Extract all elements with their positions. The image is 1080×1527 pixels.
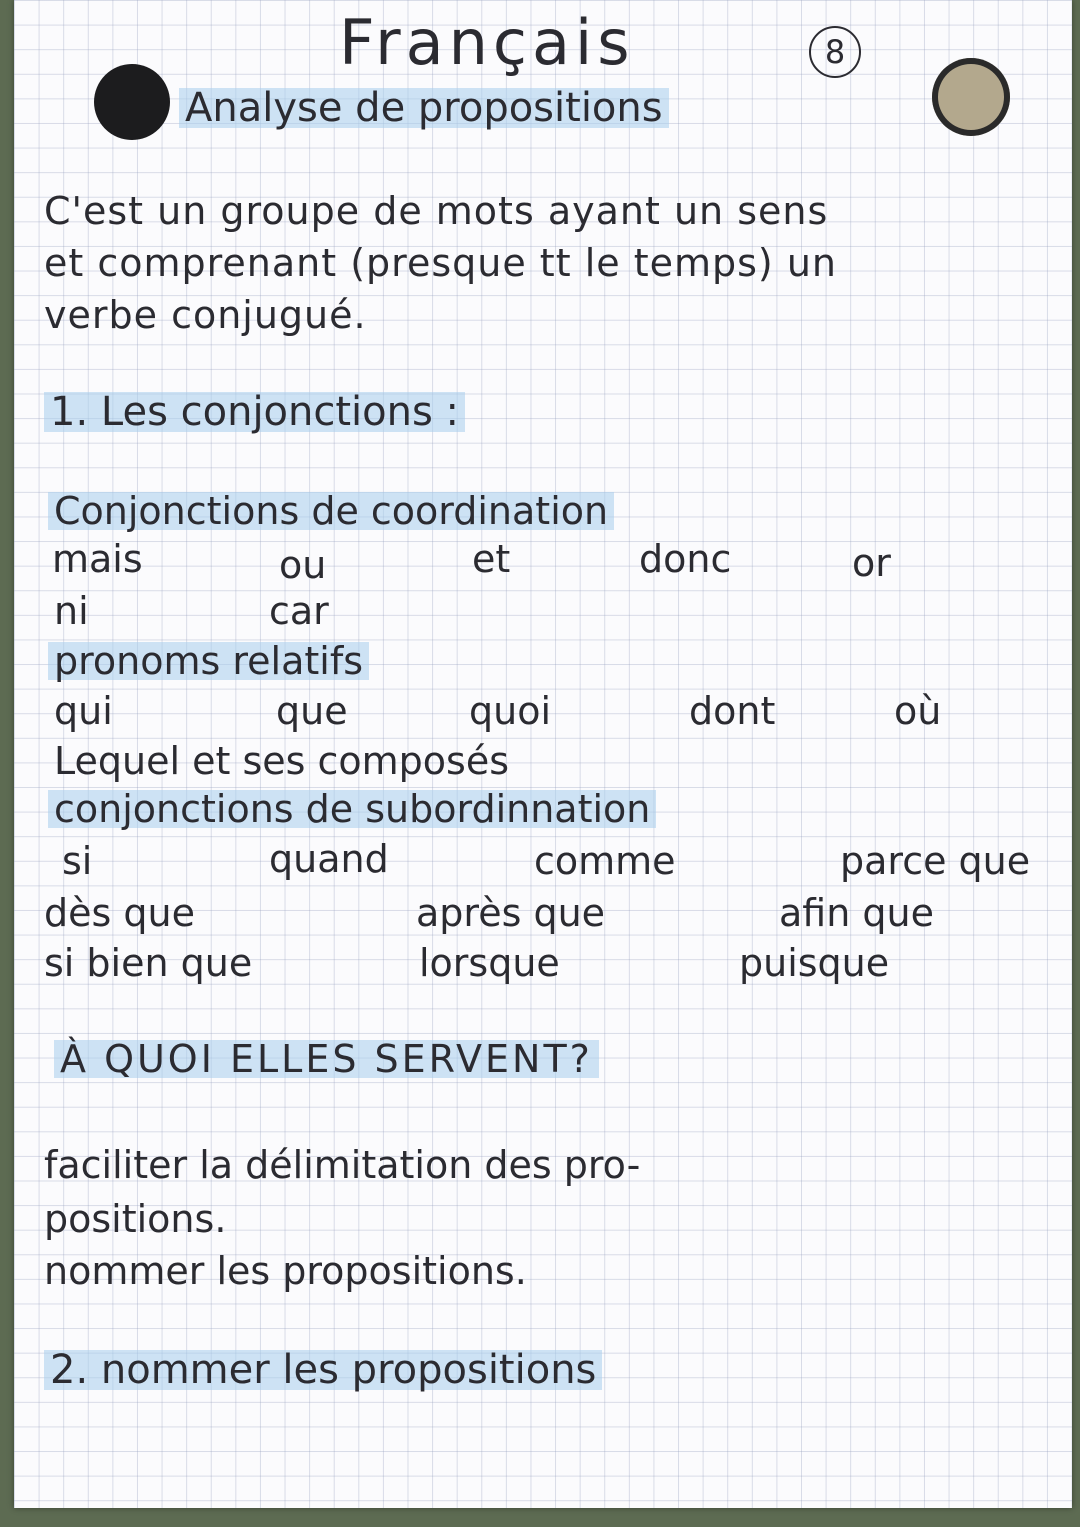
conjunction-word: donc xyxy=(639,537,732,581)
question-heading: À QUOI ELLES SERVENT? xyxy=(54,1040,599,1078)
definition-line-1: C'est un groupe de mots ayant un sens xyxy=(44,189,829,233)
page-number-badge: 8 xyxy=(809,26,861,78)
subordinating-conjunction: dès que xyxy=(44,891,195,935)
conjunction-word: or xyxy=(852,541,891,585)
relative-pronoun: que xyxy=(276,689,348,733)
subordinating-conjunction: si xyxy=(62,839,93,883)
relatives-heading: pronoms relatifs xyxy=(48,642,369,680)
punch-hole-left xyxy=(94,64,170,140)
subordinating-conjunction: parce que xyxy=(840,839,1031,883)
subordinating-conjunction: quand xyxy=(269,837,389,881)
conjunction-word: mais xyxy=(52,537,143,581)
conjunction-word: car xyxy=(269,589,329,633)
conjunction-word: ou xyxy=(279,543,327,587)
punch-hole-right xyxy=(932,58,1010,136)
section-1-heading: 1. Les conjonctions : xyxy=(44,392,465,432)
relative-pronoun: où xyxy=(894,689,942,733)
subordinating-conjunction: afin que xyxy=(779,891,934,935)
relative-pronoun: quoi xyxy=(469,689,552,733)
definition-line-2: et comprenant (presque tt le temps) un xyxy=(44,241,837,285)
relative-pronoun: dont xyxy=(689,689,776,733)
section-2-heading: 2. nommer les propositions xyxy=(44,1350,602,1390)
answer-line-1: faciliter la délimitation des pro- xyxy=(44,1143,641,1187)
subordinating-conjunction: comme xyxy=(534,839,676,883)
relative-pronoun: qui xyxy=(54,689,113,733)
answer-line-3: nommer les propositions. xyxy=(44,1249,527,1293)
conjunction-word: et xyxy=(472,537,511,581)
relative-pronoun-composed: Lequel et ses composés xyxy=(54,739,510,783)
page-title: Français xyxy=(339,6,635,79)
coordination-heading: Conjonctions de coordination xyxy=(48,492,614,530)
page-subtitle: Analyse de propositions xyxy=(179,88,669,128)
subordinating-conjunction: puisque xyxy=(739,941,890,985)
subordination-heading: conjonctions de subordinnation xyxy=(48,790,656,828)
subordinating-conjunction: lorsque xyxy=(419,941,560,985)
conjunction-word: ni xyxy=(54,589,89,633)
notebook-page xyxy=(14,0,1072,1508)
subordinating-conjunction: après que xyxy=(416,891,606,935)
subordinating-conjunction: si bien que xyxy=(44,941,253,985)
definition-line-3: verbe conjugué. xyxy=(44,293,367,337)
answer-line-2: positions. xyxy=(44,1197,227,1241)
